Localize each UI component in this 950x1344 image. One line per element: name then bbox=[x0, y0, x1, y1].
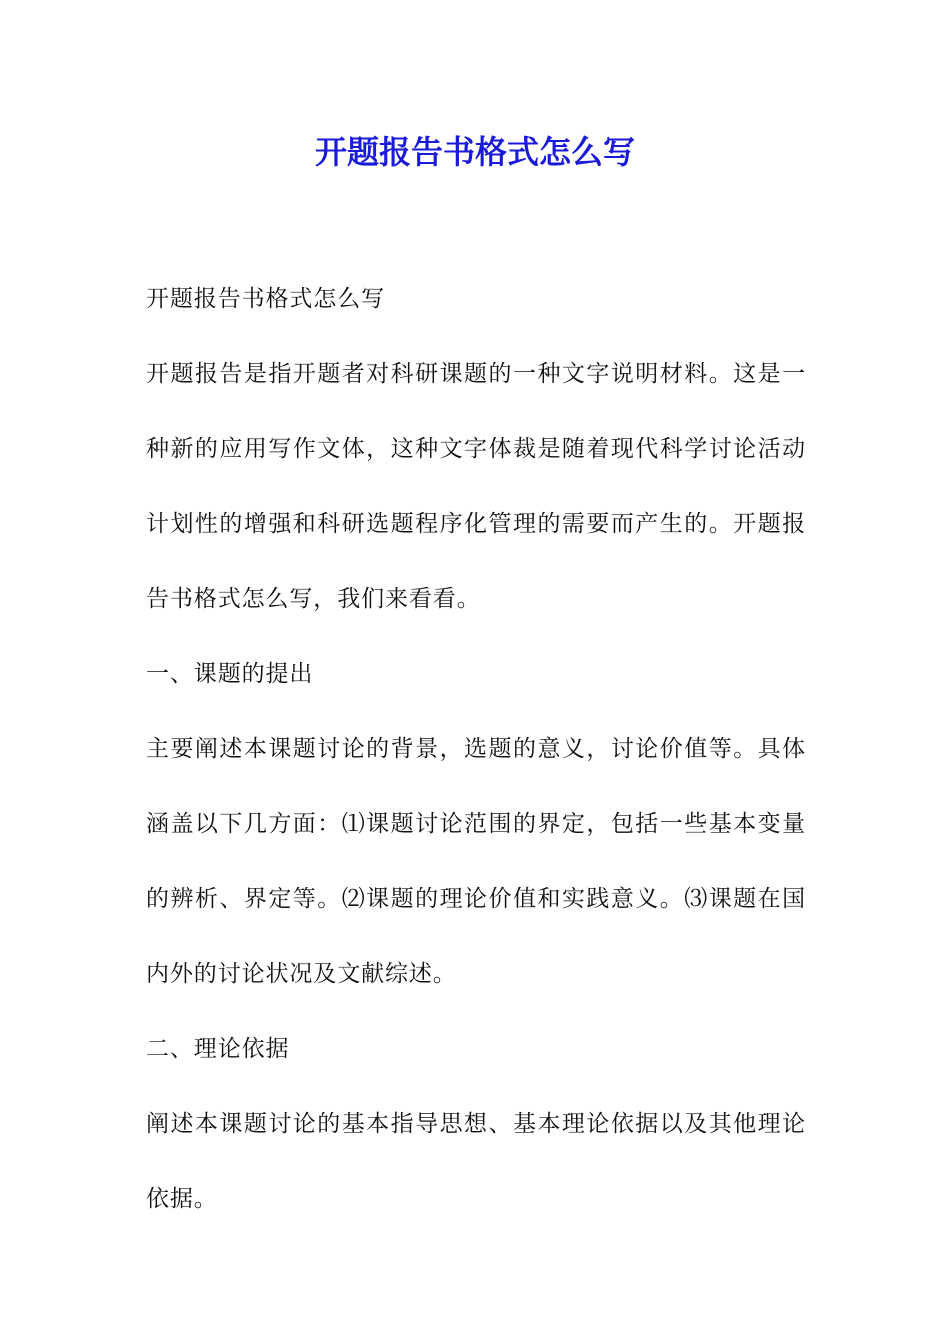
document-body bbox=[146, 262, 806, 1237]
intro-paragraph: 开题报告是指开题者对科研课题的一种文字说明材料。这是一种新的应用写作文体，这种文字体裁是随着现代科学讨论活动计划性的增强和科研选题程序化管理的需要而产生的。开题报告书格式怎么写，我们来看看。 bbox=[146, 361, 806, 612]
document-title: 开题报告书格式怎么写 bbox=[314, 133, 635, 171]
subtitle-paragraph: 开题报告书格式怎么写 bbox=[146, 286, 385, 312]
section-paragraph-2: 阐述本课题讨论的基本指导思想、基本理论依据以及其他理论依据。 bbox=[146, 1111, 806, 1212]
section-heading-1: 一、课题的提出 bbox=[146, 661, 314, 687]
section-paragraph-1: 主要阐述本课题讨论的背景，选题的意义，讨论价值等。具体涵盖以下几方面：⑴课题讨论范围的界定，包括一些基本变量的辨析、界定等。⑵课题的理论价值和实践意义。⑶课题在国内外的讨论状况及文献综述。 bbox=[146, 736, 806, 987]
section-heading-2: 二、理论依据 bbox=[146, 1036, 290, 1062]
